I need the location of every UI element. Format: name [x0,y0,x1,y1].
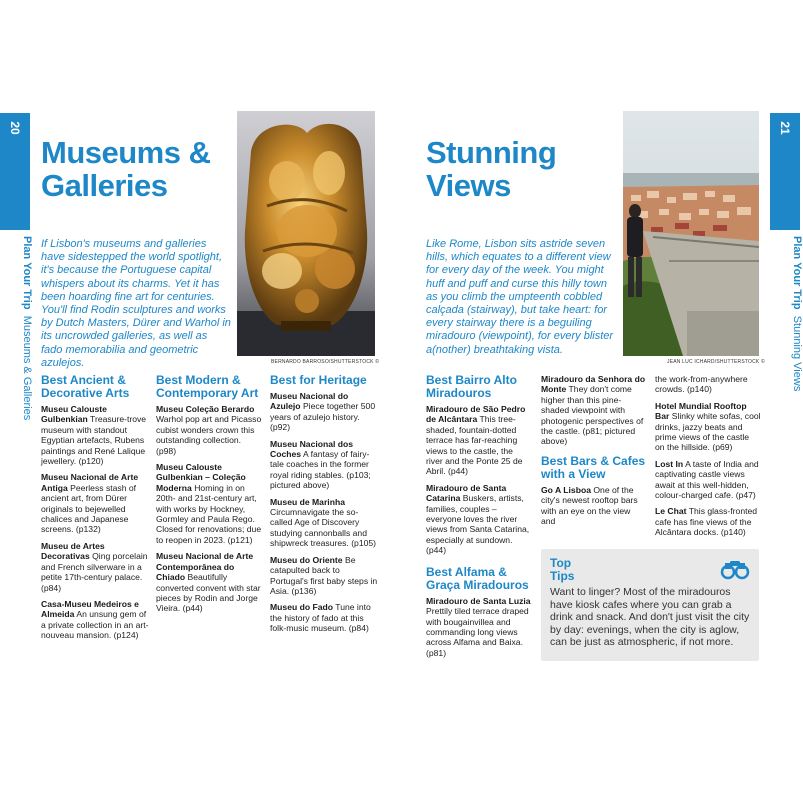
side-running-head-right: Plan Your Trip Stunning Views [791,236,803,392]
column-modern-art [156,374,262,620]
section-heading: Best Modern & Contemporary Art [156,373,259,400]
list-item: Museu do Fado Tune into the history of fado at this folk-music museum. (p84) [270,602,371,634]
top-tips-heading: Top Tips [550,556,575,583]
column-bars-cafes [655,374,761,544]
list-item: Museu Coleção Berardo Warhol pop art and Picasso cubist wonders crown this outstanding collection. (p98) [156,404,262,456]
photo-golden-coach [237,111,375,356]
section-heading: Best Bairro Alto Miradouros [426,373,517,400]
column-heritage [270,374,378,640]
section-heading: Best Alfama & Graça Miradouros [426,564,529,592]
list-item: Hotel Mundial Rooftop Bar Slinky white sofas, cool drinks, jazzy beats and prime views of the castle on the hillside. (p69) [655,400,761,453]
list-item: Museu Calouste Gulbenkian – Coleção Moderna Homing in on 20th- and 21st-century art, with works by Hockney, Gormley and Paula Rego. Closed for renovations; due to reopen in 2023. (p121) [156,462,262,545]
list-item: Miradouro de Santa Luzia Prettily tiled terrace draped with bougainvillea and commanding long views across Alfama and Baixa. (p81) [426,595,531,658]
intro-paragraph-right: Like Rome, Lisbon sits astride seven hills, which equates to a different view for every day of the week. You might huff and puff and curse this hilly town as you climb the umpteenth cobbled calçada (stairway), but take heart: for every stairway there is a beguiling miradouro (viewpoint), for every blister a(nother) breathtaking vista. [426,238,614,356]
page-title-left: Museums & Galleries [41,135,211,203]
top-tips-box [541,549,759,661]
page-number: 21 [778,121,792,135]
column-miradouros-1 [426,374,532,664]
list-item: Miradouro de São Pedro de Alcântara This tree-shaded, fountain-dotted terrace has far-reaching views to the castle, the river and the Ponte 25 de Abril. (p44) [426,404,526,477]
column-ancient-arts [41,374,149,647]
list-item: Casa-Museu Medeiros e Almeida An unsung gem of a private collection in an art-nouveau mansion. (p124) [41,598,149,641]
section-heading: Best Ancient & Decorative Arts [41,373,130,400]
list-item: the work-from-anywhere crowds. (p140) [655,374,748,395]
page-number: 20 [8,121,22,135]
page-number-tab-right [770,113,800,230]
list-item: Lost In A taste of India and captivating castle views await at this well-hidden, colour-charged cafe. (p47) [655,458,759,501]
top-tips-text: Want to linger? Most of the miradouros have kiosk cafes where you can grab a drink and snack. And don't just visit the city by day: evenings, when the city is aglow, can be just as atmospheric, if not more. [550,586,750,649]
binoculars-icon [721,559,749,584]
list-item: Museu de Artes Decorativas Qing porcelain and French silverware in a petite 17th-century palace. (p84) [41,540,148,593]
list-item: Museu de Marinha Circumnavigate the so-called Age of Discovery studying cannonballs and shipwreck treasures. (p105) [270,496,377,549]
list-item: Museu Nacional do Azulejo Piece together 500 years of azulejo history. (p92) [270,391,376,433]
section-heading: Best for Heritage [270,373,367,387]
list-item: Museu do Oriente Be catapulted back to Portugal's first baby steps in Asia. (p136) [270,554,378,596]
page-number-tab-left [0,113,30,230]
photo-credit-right: JEAN LUC ICHARD/SHUTTERSTOCK © [667,359,765,365]
column-miradouros-2 [541,374,647,532]
photo-credit-left: BERNARDO BARROSO/SHUTTERSTOCK © [271,359,380,365]
list-item: Miradouro da Senhora do Monte They don't come higher than this pine-shaded viewpoint with photogenic perspectives of the castle. (p81; pictured above) [541,374,646,447]
list-item: Museu Nacional de Arte Antiga Peerless stash of ancient art, from Dürer originals to bejewelled chalices and Japanese screens. (p132) [41,472,139,535]
list-item: Miradouro de Santa Catarina Buskers, artists, families, couples – everyone loves the river views from Santa Catarina, especially at sundown. (p44) [426,482,530,556]
page-title-right: Stunning Views [426,135,557,203]
list-item: Museu Nacional dos Coches A fantasy of fairy-tale coaches in the former royal riding stables. (p103; pictured above) [270,438,371,491]
intro-paragraph-left: If Lisbon's museums and galleries have sidestepped the world spotlight, it's because the Portuguese capital whispers about its charms. Yet it has been hoarding fine art for centuries. You'll find Rodin sculptures and works by Dutch Masters, Dürer and Warhol in its uncrowded galleries, as well as fado memorabilia and geometric azulejos. [41,238,231,369]
list-item: Museu Calouste Gulbenkian Treasure-trove museum with standout Egyptian artefacts, Rubens paintings and René Lalique jewellery. (p120) [41,404,147,467]
list-item: Go A Lisboa One of the city's newest rooftop bars with an eye on the view and [541,484,638,527]
list-item: Le Chat This glass-fronted cafe has fine views of the Alcântara docks. (p140) [655,506,758,538]
photo-lisbon-viewpoint [623,111,759,356]
section-heading: Best Bars & Cafes with a View [541,453,646,481]
side-running-head-left: Plan Your Trip Museums & Galleries [21,236,33,421]
list-item: Museu Nacional de Arte Contemporânea do Chiado Beautifully converted convent with star pieces by Rodin and Jorge Vieira. (p44) [156,551,261,614]
